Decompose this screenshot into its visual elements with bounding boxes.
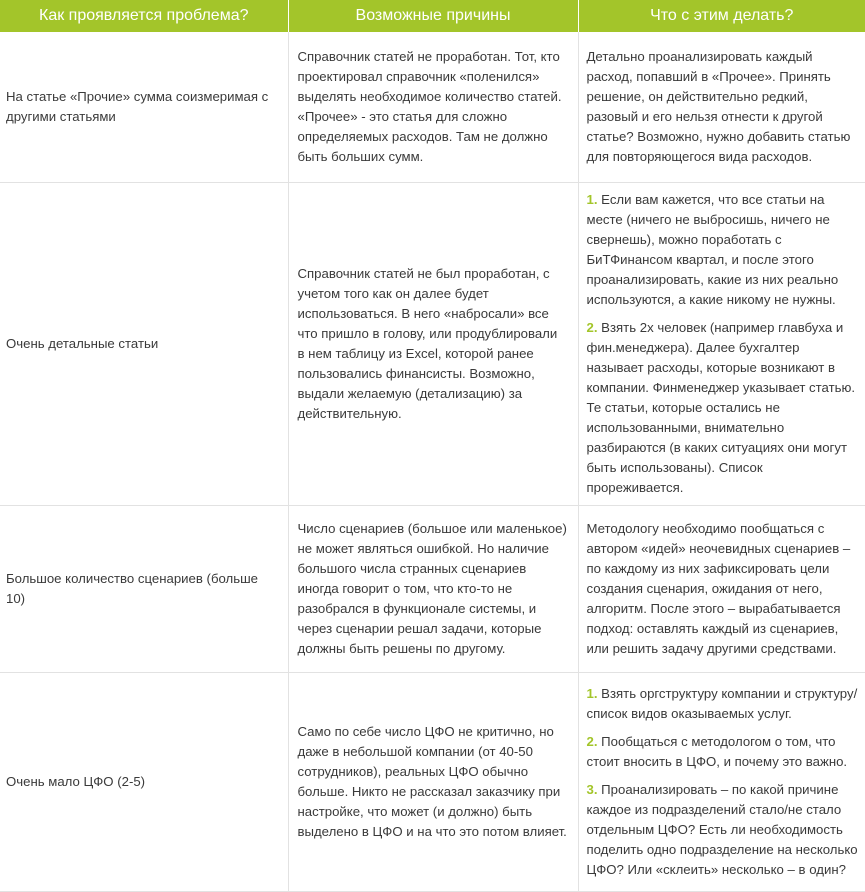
action-step: [587, 732, 860, 772]
problem-cell: На статье «Прочие» сумма соизмеримая с другими статьями: [0, 32, 288, 182]
cause-cell: Справочник статей не проработан. Тот, кто проектировал справочник «поленился» выделять необходимое количество статей. «Прочее» - это статья для сложно определяемых расходов. Там не должно быть больших сумм.: [288, 32, 578, 182]
step-number: 2.: [586, 319, 598, 335]
action-step: [587, 780, 860, 880]
problem-cell: Большое количество сценариев (больше 10): [0, 505, 288, 672]
table-row: [0, 182, 865, 505]
cause-cell: Само по себе число ЦФО не критично, но даже в небольшой компании (от 40-50 сотрудников), реальных ЦФО обычно больше. Никто не рассказал заказчику при настройке, что может (и должно) быть выделено в ЦФО и на что это потом влияет.: [288, 672, 578, 891]
step-text: Проанализировать – по какой причине каждое из подразделений стало/не стало отдельным ЦФО? Есть ли необходимость поделить одно подразделение на несколько ЦФО? Или «склеить» несколько – в один?: [586, 781, 858, 877]
cause-cell: Число сценариев (большое или маленькое) не может являться ошибкой. Но наличие большого числа странных сценариев иногда говорит о том, что кто-то не разобрался в функционале системы, и через сценарии решал задачи, которые должны быть решены по другому.: [288, 505, 578, 672]
header-row: [0, 0, 865, 32]
action-cell: [578, 182, 865, 505]
step-text: Взять оргструктуру компании и структуру/список видов оказываемых услуг.: [586, 685, 858, 721]
problem-cell: Очень мало ЦФО (2-5): [0, 672, 288, 891]
action-cell: [578, 672, 865, 891]
step-text: Если вам кажется, что все статьи на месте (ничего не выбросишь, ничего не свернешь), можно поработать с БиТФинансом квартал, и после этого проанализировать, какие из них реально используются, а какие никому не нужны.: [586, 191, 839, 307]
table-row: [0, 672, 865, 891]
table-row: [0, 505, 865, 672]
step-number: 1.: [586, 191, 598, 207]
step-text: Взять 2х человек (например главбуха и фин.менеджера). Далее бухгалтер называет расходы, которые возникают в компании. Финменеджер указывает статью. Те статьи, которые остались не использованными, внимательно разбираются (в каких ситуациях они могут быть использованы). Список прореживается.: [586, 319, 856, 495]
action-step: [587, 684, 860, 724]
step-text: Пообщаться с методологом о том, что стоит вносить в ЦФО, и почему это важно.: [586, 733, 848, 769]
action-step: [587, 318, 860, 498]
table-body: [0, 32, 865, 891]
step-number: 2.: [586, 733, 598, 749]
header-causes: Возможные причины: [288, 0, 578, 32]
action-cell: Методологу необходимо пообщаться с автором «идей» неочевидных сценариев – по каждому из них зафиксировать цели создания сценария, ожидания от него, алгоритм. После этого – вырабатывается подход: оставлять каждый из сценариев, или решить задачу другими средствами.: [578, 505, 865, 672]
table-row: [0, 32, 865, 182]
problem-cell: Очень детальные статьи: [0, 182, 288, 505]
table-header: [0, 0, 865, 32]
header-problem: Как проявляется проблема?: [0, 0, 288, 32]
header-actions: Что с этим делать?: [578, 0, 865, 32]
action-cell: Детально проанализировать каждый расход, попавший в «Прочее». Принять решение, он действительно редкий, разовый и его нельзя отнести к другой статье? Возможно, нужно добавить статью для повторяющегося вида расходов.: [578, 32, 865, 182]
action-step: [587, 190, 860, 310]
step-number: 1.: [586, 685, 598, 701]
cause-cell: Справочник статей не был проработан, с учетом того как он далее будет использоваться. В него «набросали» все что пришло в голову, или продублировали в нем таблицу из Excel, которой ранее пользовались финансисты. Возможно, выдали желаемую (детализацию) за действительную.: [288, 182, 578, 505]
step-number: 3.: [586, 781, 598, 797]
